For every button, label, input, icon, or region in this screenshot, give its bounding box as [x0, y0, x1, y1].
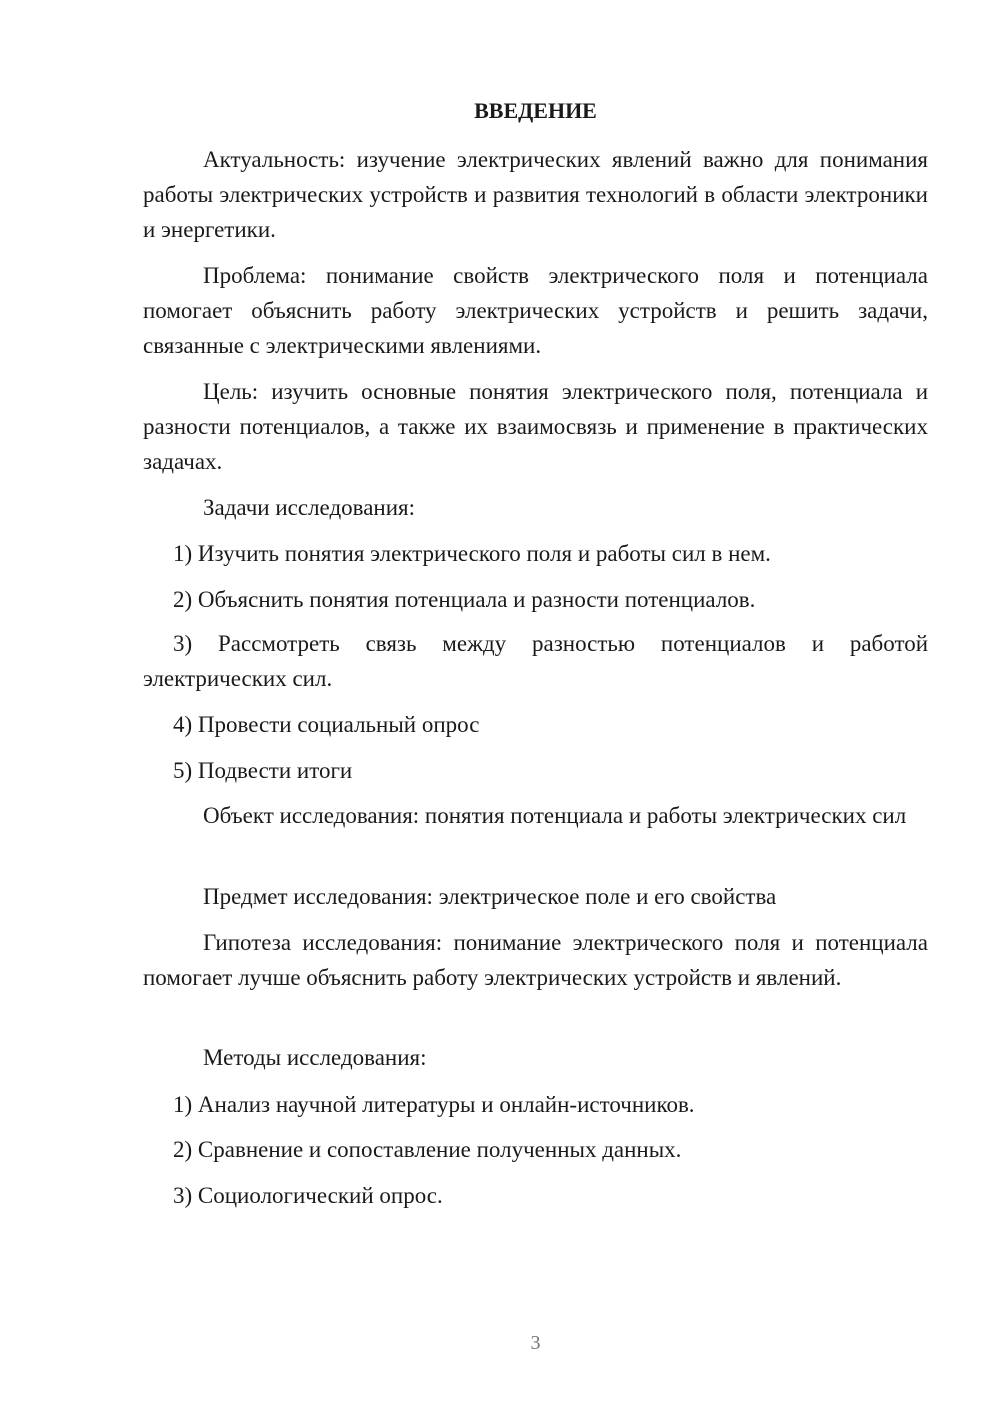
method-item-3: 3) Социологический опрос.: [173, 1183, 443, 1208]
method-item-2: 2) Сравнение и сопоставление полученных данных.: [173, 1137, 682, 1162]
goal-paragraph: Цель: изучить основные понятия электрического поля, потенциала и разности потенциалов, а также их взаимосвязь и применение в практических задачах.: [143, 379, 928, 474]
page-number: 3: [530, 1332, 541, 1354]
task-item-1: 1) Изучить понятия электрического поля и работы сил в нем.: [173, 541, 771, 566]
subject-paragraph: Предмет исследования: электрическое поле и его свойства: [203, 884, 777, 909]
hypothesis-paragraph: Гипотеза исследования: понимание электрического поля и потенциала помогает лучше объяснить работу электрических устройств и явлений.: [143, 930, 928, 990]
problem-paragraph: Проблема: понимание свойств электрического поля и потенциала помогает объяснить работу электрических устройств и решить задачи, связанные с электрическими явлениями.: [143, 263, 928, 358]
object-paragraph: Объект исследования: понятия потенциала и работы электрических сил: [203, 803, 907, 828]
task-item-4: 4) Провести социальный опрос: [173, 712, 480, 737]
relevance-paragraph: Актуальность: изучение электрических явлений важно для понимания работы электрических устройств и развития технологий в области электроники и энергетики.: [143, 147, 928, 242]
tasks-heading: Задачи исследования:: [203, 495, 416, 520]
task-item-3: 3) Рассмотреть связь между разностью потенциалов и работой электрических сил.: [143, 631, 928, 691]
method-item-1: 1) Анализ научной литературы и онлайн-источников.: [173, 1092, 695, 1117]
document-page: [143, 0, 928, 1414]
task-item-2: 2) Объяснить понятия потенциала и разности потенциалов.: [173, 587, 756, 612]
methods-heading: Методы исследования:: [203, 1045, 427, 1070]
task-item-5: 5) Подвести итоги: [173, 758, 353, 783]
page-title: ВВЕДЕНИЕ: [474, 98, 597, 123]
